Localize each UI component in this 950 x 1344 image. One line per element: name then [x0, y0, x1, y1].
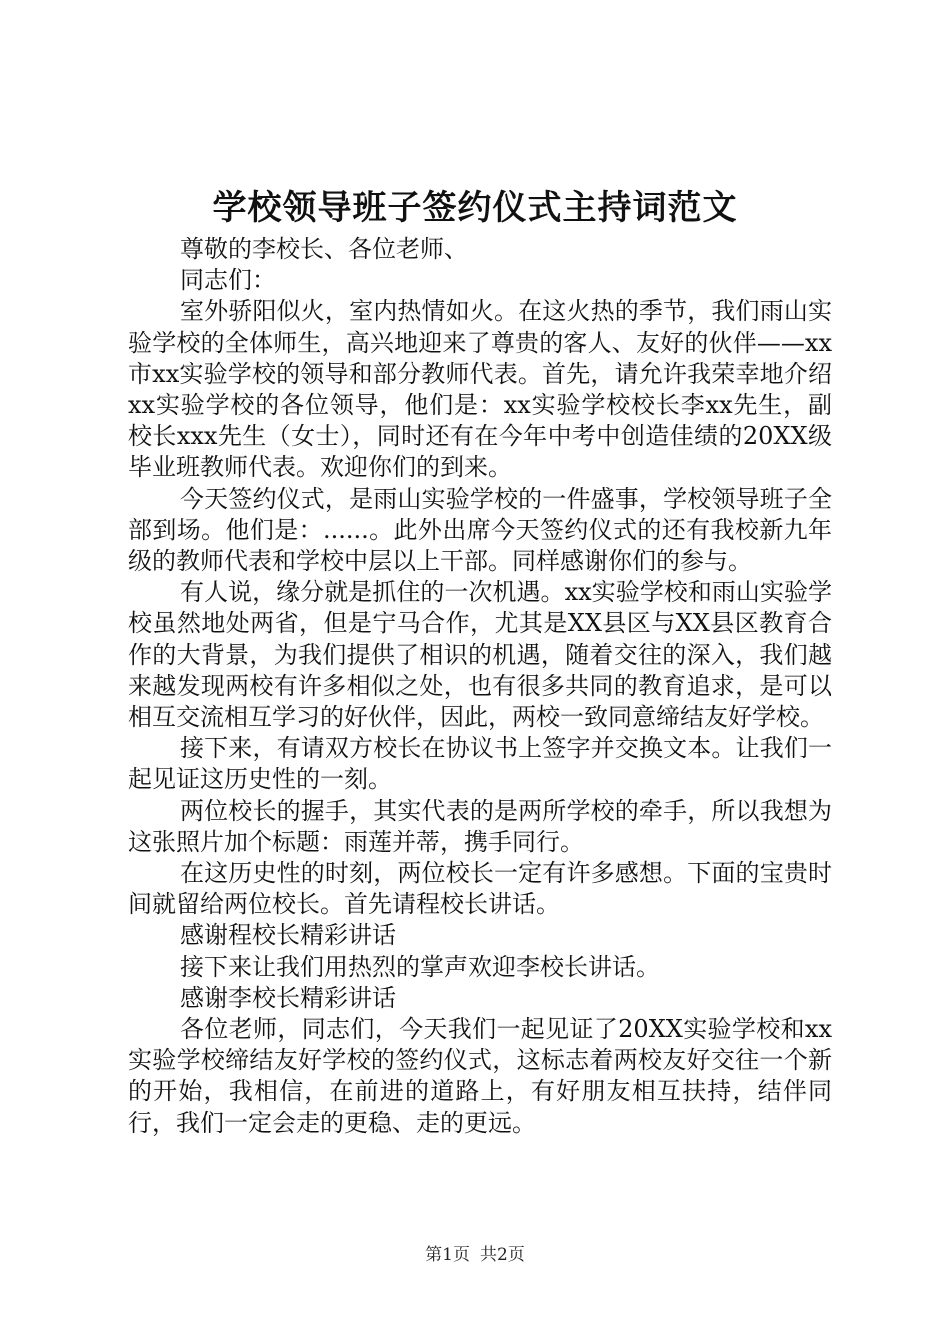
document-body	[128, 234, 832, 1139]
paragraph-ceremony-intro: 今天签约仪式，是雨山实验学校的一件盛事，学校领导班子全部到场。他们是：......。此外出席今天签约仪式的还有我校新九年级的教师代表和学校中层以上干部。同样感谢你们的参与。	[128, 484, 832, 576]
salutation-line-1: 尊敬的李校长、各位老师、	[180, 235, 468, 263]
paragraph-partnership: 有人说，缘分就是抓住的一次机遇。xx实验学校和雨山实验学校虽然地处两省，但是宁马合作，尤其是XX县区与XX县区教育合作的大背景，为我们提供了相识的机遇，随着交往的深入，我们越来越发现两校有许多相似之处，也有很多共同的教育追求，是可以相互交流相互学习的好伙伴，因此，两校一致同意缔结友好学校。	[128, 578, 832, 732]
paragraph-handshake: 两位校长的握手，其实代表的是两所学校的牵手，所以我想为这张照片加个标题：雨莲并蒂，携手同行。	[128, 796, 832, 856]
paragraph-signing: 接下来，有请双方校长在协议书上签字并交换文本。让我们一起见证这历史性的一刻。	[128, 734, 832, 794]
line-thanks-li: 感谢李校长精彩讲话	[180, 983, 396, 1012]
page-footer	[0, 1244, 950, 1266]
page-number-total: 共2页	[480, 1245, 525, 1265]
document-title: 学校领导班子签约仪式主持词范文	[212, 188, 738, 228]
paragraph-closing: 各位老师，同志们，今天我们一起见证了20XX实验学校和xx实验学校缔结友好学校的签约仪式，这标志着两校友好交往一个新的开始，我相信，在前进的道路上，有好朋友相互扶持，结伴同行，我们一定会走的更稳、走的更远。	[128, 1015, 832, 1137]
paragraph-speech-intro: 在这历史性的时刻，两位校长一定有许多感想。下面的宝贵时间就留给两位校长。首先请程校长讲话。	[128, 859, 832, 919]
salutation-line-2: 同志们：	[180, 266, 276, 295]
page-number-current: 第1页	[425, 1245, 470, 1265]
line-thanks-cheng: 感谢程校长精彩讲话	[180, 921, 396, 950]
line-invite-li: 接下来让我们用热烈的掌声欢迎李校长讲话。	[180, 952, 660, 981]
paragraph-welcome: 室外骄阳似火，室内热情如火。在这火热的季节，我们雨山实验学校的全体师生，高兴地迎来了尊贵的客人、友好的伙伴——xx市xx实验学校的领导和部分教师代表。首先，请允许我荣幸地介绍xx实验学校的各位领导，他们是：xx实验学校校长李xx先生，副校长xxx先生（女士），同时还有在今年中考中创造佳绩的20XX级毕业班教师代表。欢迎你们的到来。	[128, 297, 832, 482]
